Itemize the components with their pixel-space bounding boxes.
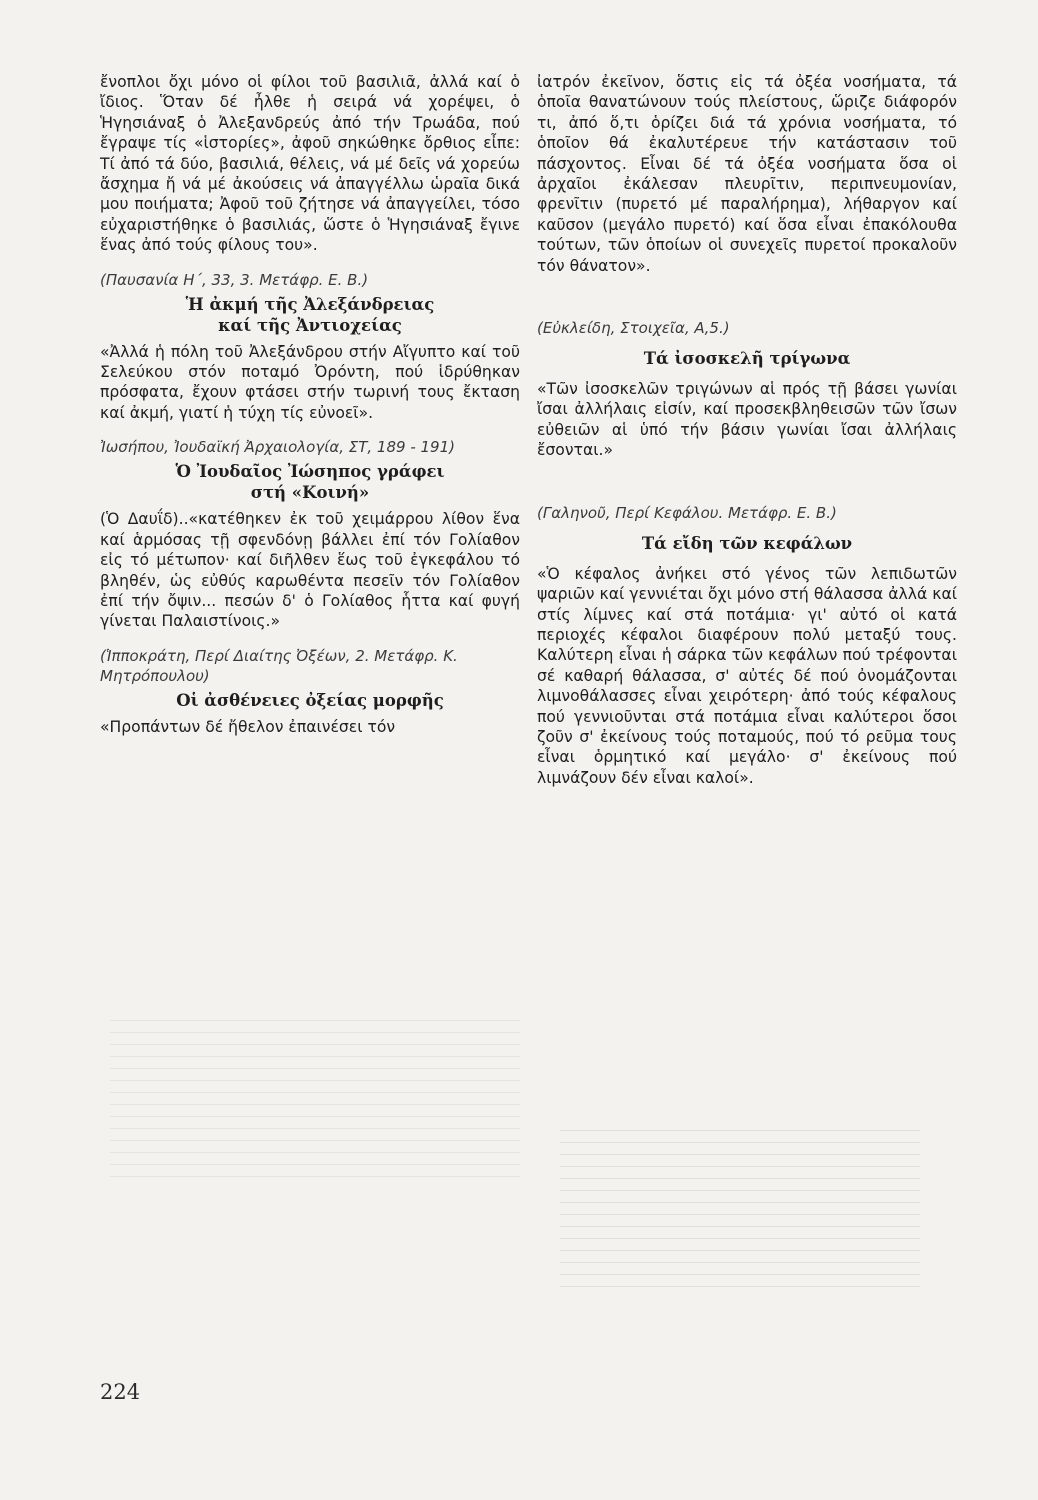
source-citation: (Εὐκλείδη, Στοιχεῖα, Α,5.) — [537, 319, 730, 338]
heading-line: Ἡ ἀκμή τῆς Ἀλεξάνδρειας — [185, 294, 435, 314]
source-citation: Ἰωσήπου, Ἰουδαϊκή Ἀρχαιολογία, ΣΤ, 189 - 191) — [100, 438, 455, 457]
bleed-through-texture-right — [560, 1130, 920, 1290]
section-heading — [100, 461, 520, 503]
source-citation: (Παυσανία Η΄, 33, 3. Μετάφρ. Ε. Β.) — [100, 270, 369, 289]
heading-line: στή «Κοινή» — [250, 483, 370, 503]
paragraph: ἰατρόν ἐκεῖνον, ὅστις εἰς τά ὀξέα νοσήματα, τά ὁποῖα θανατώνουν τούς πλείστους, ὥριζε διάφορόν τι, ἀπό ὅ,τι ὁρίζει διά τά χρόνια νοσήματα, τό ὁποῖον θά ἐκαλυτέρευε τήν κατάστασιν τοῦ πάσχοντος. Εἶναι δέ τά ὀξέα νοσήματα ὅσα οἱ ἀρχαῖοι ἐκάλεσαν πλευρῖτιν, περιπνευμονίαν, φρενῖτιν (πυρετό μέ παραλήρημα), λήθαργον καί καῦσον (μεγάλο πυρετό) καί ὅσα εἶναι ἐπακόλουθα τούτων, τῶν ὁποίων οἱ συνεχεῖς πυρετοί προκαλοῦν τόν θάνατον». — [537, 73, 957, 275]
right-column — [537, 72, 957, 788]
section-heading: Τά εἴδη τῶν κεφάλων — [641, 533, 853, 553]
heading-line: Ὁ Ἰουδαῖος Ἰώσηπος γράφει — [175, 462, 445, 482]
paragraph: (Ὁ Δαυΐδ)..«κατέθηκεν ἐκ τοῦ χειμάρρου λίθον ἕνα καί ἁρμόσας τῇ σφενδόνῃ βάλλει ἐπί τόν Γολίαθον εἰς τό μέτωπον· καί διῆλθεν ἕως τοῦ ἐγκεφάλου τό βληθέν, ὡς εὐθύς καρωθέντα πεσεῖν τόν Γολίαθον ἐπί τήν ὄψιν... πεσών δ' ὁ Γολίαθος ἧττα καί φυγή γίνεται Παλαιστίνοις.» — [100, 510, 520, 631]
section-heading: Τά ἰσοσκελῆ τρίγωνα — [643, 349, 851, 369]
paragraph: «Ἀλλά ἡ πόλη τοῦ Ἀλεξάνδρου στήν Αἴγυπτο καί τοῦ Σελεύκου στόν ποταμό Ὀρόντη, πού ἱδρύθηκαν πρόσφατα, ἔχουν φτάσει στήν τωρινή τους ἔκταση καί ἀκμή, γιατί ἡ τύχη τίς εὐνοεῖ». — [100, 342, 520, 422]
left-column — [100, 72, 520, 737]
paragraph: «Προπάντων δέ ἤθελον ἐπαινέσει τόν — [100, 717, 396, 736]
page-number: 224 — [100, 1380, 141, 1404]
section-heading: Οἱ ἀσθένειες ὀξείας μορφῆς — [176, 690, 444, 710]
heading-line: καί τῆς Ἀντιοχείας — [218, 315, 402, 335]
paragraph: «Τῶν ἰσοσκελῶν τριγώνων αἱ πρός τῇ βάσει γωνίαι ἴσαι ἀλλήλαις εἰσίν, καί προσεκβληθεισῶν τῶν ἴσων εὐθειῶν αἱ ὑπό τήν βάσιν γωνίαι ἴσαι ἀλλήλαις ἔσονται.» — [537, 380, 957, 460]
section-heading — [100, 294, 520, 336]
paragraph: «Ὁ κέφαλος ἀνήκει στό γένος τῶν λεπιδωτῶν ψαριῶν καί γεννιέται ὄχι μόνο στή θάλασσα ἀλλά καί στίς λίμνες καί στά ποτάμια· γι' αὐτό οἱ κατά περιοχές κέφαλοι διαφέρουν πολύ μεταξύ τους. Καλύτερη εἶναι ἡ σάρκα τῶν κεφάλων πού τρέφονται σέ καθαρή θάλασσα, σ' αὐτές δέ πού ὀνομάζονται λιμνοθάλασσες εἶναι χειρότερη· ἀπό τούς κέφαλους πού γεννιοῦνται στά ποτάμια εἶναι καλύτεροι ὅσοι ζοῦν σ' ἐκείνους τούς ποταμούς, πού τό ρεῦμα τους εἶναι ὁρμητικό καί μεγάλο· σ' ἐκείνους πού λιμνάζουν δέν εἶναι καλοί». — [537, 564, 957, 787]
source-citation: (Γαληνοῦ, Περί Κεφάλου. Μετάφρ. Ε. Β.) — [537, 503, 837, 522]
source-citation: (Ἱπποκράτη, Περί Διαίτης Ὀξέων, 2. Μετάφρ. Κ. Μητρόπουλου) — [100, 646, 458, 685]
paragraph: ἔνοπλοι ὄχι μόνο οἱ φίλοι τοῦ βασιλιᾶ, ἀλλά καί ὁ ἴδιος. Ὅταν δέ ἦλθε ἡ σειρά νά χορέψει, ὁ Ἡγησιάναξ ὁ Ἀλεξανδρεύς ἀπό τήν Τρωάδα, πού ἔγραψε τίς «ἱστορίες», ἀφοῦ σηκώθηκε ὄρθιος εἶπε: Τί ἀπό τά δύο, βασιλιά, θέλεις, νά μέ δεῖς νά χορεύω ἄσχημα ἤ νά μέ ἀκούσεις νά ἀπαγγέλλω ὡραῖα δικά μου ποιήματα; Ἀφοῦ τοῦ ζήτησε νά ἀπαγγείλει, τόσο εὐχαριστήθηκε ὁ βασιλιάς, ὥστε ὁ Ἡγησιάναξ ἔγινε ἕνας ἀπό τούς φίλους του». — [100, 73, 520, 255]
bleed-through-texture — [110, 1020, 520, 1180]
